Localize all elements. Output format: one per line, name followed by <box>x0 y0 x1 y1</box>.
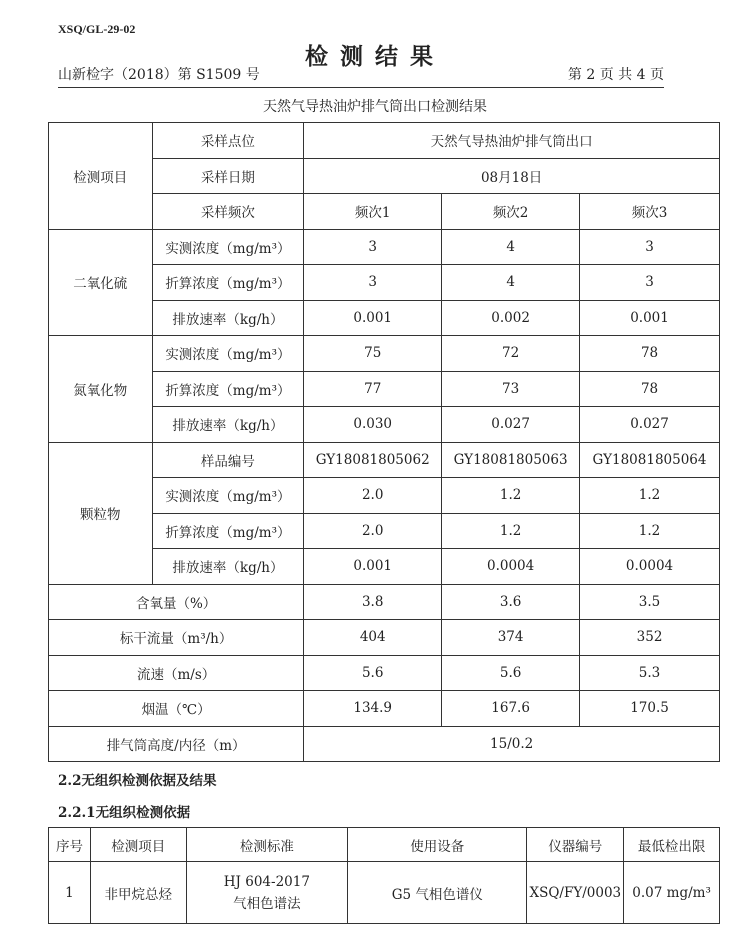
row-label-cell: 折算浓度（mg/m³） <box>152 265 304 301</box>
item-cell: 非甲烷总烃 <box>90 862 186 924</box>
value-cell: 0.001 <box>304 549 442 585</box>
page-info: 第 2 页 共 4 页 <box>567 67 664 83</box>
table-row <box>49 336 720 372</box>
location-value-cell: 天然气导热油炉排气筒出口 <box>304 123 720 159</box>
reference-line <box>58 66 664 88</box>
table-caption: 天然气导热油炉排气筒出口检测结果 <box>263 99 487 115</box>
row-label-cell: 实测浓度（mg/m³） <box>152 336 304 372</box>
basis-table <box>48 827 720 924</box>
value-cell: 5.6 <box>442 655 580 691</box>
value-cell: 15/0.2 <box>304 726 720 762</box>
value-cell: 0.0004 <box>442 549 580 585</box>
value-cell: 1.2 <box>580 478 720 514</box>
column-header: 检测标准 <box>186 828 348 862</box>
detection-limit-cell: 0.07 mg/m³ <box>624 862 720 924</box>
document-code: XSQ/GL-29-02 <box>58 22 136 36</box>
value-cell: GY18081805063 <box>442 442 580 478</box>
column-header: 检测项目 <box>90 828 186 862</box>
table-row <box>49 862 720 924</box>
date-value-cell: 08月18日 <box>304 158 720 194</box>
value-cell: 72 <box>442 336 580 372</box>
row-label-cell: 排放速率（kg/h） <box>152 549 304 585</box>
row-label-cell: 排气筒高度/内径（m） <box>49 726 304 762</box>
row-label-cell: 实测浓度（mg/m³） <box>152 478 304 514</box>
section-heading: 2.2无组织检测依据及结果 <box>58 773 217 789</box>
value-cell: 1.2 <box>442 478 580 514</box>
standard-method: 气相色谱法 <box>233 895 301 912</box>
value-cell: 0.0004 <box>580 549 720 585</box>
table-row <box>49 620 720 656</box>
row-label-cell: 含氧量（%） <box>49 584 304 620</box>
item-label-cell: 检测项目 <box>49 123 153 230</box>
table-row <box>49 655 720 691</box>
standard-code: HJ 604-2017 <box>223 873 310 890</box>
value-cell: 1.2 <box>580 513 720 549</box>
row-label-cell: 烟温（℃） <box>49 691 304 727</box>
value-cell: 2.0 <box>304 513 442 549</box>
value-cell: 5.6 <box>304 655 442 691</box>
freq-label-cell: 采样频次 <box>152 194 304 230</box>
value-cell: 0.030 <box>304 407 442 443</box>
standard-cell <box>186 862 348 924</box>
row-label-cell: 实测浓度（mg/m³） <box>152 229 304 265</box>
value-cell: 352 <box>580 620 720 656</box>
value-cell: 78 <box>580 371 720 407</box>
value-cell: 4 <box>442 229 580 265</box>
value-cell: 404 <box>304 620 442 656</box>
location-label-cell: 采样点位 <box>152 123 304 159</box>
value-cell: 73 <box>442 371 580 407</box>
value-cell: 78 <box>580 336 720 372</box>
instrument-number-cell: XSQ/FY/0003 <box>527 862 624 924</box>
equipment-cell: G5 气相色谱仪 <box>348 862 527 924</box>
value-cell: 77 <box>304 371 442 407</box>
freq-cell: 频次3 <box>580 194 720 230</box>
value-cell: 4 <box>442 265 580 301</box>
value-cell: 3 <box>580 229 720 265</box>
value-cell: 3.8 <box>304 584 442 620</box>
value-cell: 170.5 <box>580 691 720 727</box>
value-cell: 3.6 <box>442 584 580 620</box>
row-label-cell: 流速（m/s） <box>49 655 304 691</box>
value-cell: 3.5 <box>580 584 720 620</box>
table-row <box>49 229 720 265</box>
value-cell: 0.027 <box>580 407 720 443</box>
value-cell: 0.001 <box>304 300 442 336</box>
column-header: 使用设备 <box>348 828 527 862</box>
table-row <box>49 442 720 478</box>
row-label-cell: 折算浓度（mg/m³） <box>152 513 304 549</box>
row-label-cell: 折算浓度（mg/m³） <box>152 371 304 407</box>
subsection-heading: 2.2.1无组织检测依据 <box>58 805 191 821</box>
table-row <box>49 726 720 762</box>
value-cell: 134.9 <box>304 691 442 727</box>
value-cell: 0.001 <box>580 300 720 336</box>
page-title: 检测结果 <box>305 44 445 70</box>
row-number-cell: 1 <box>49 862 91 924</box>
value-cell: 3 <box>304 265 442 301</box>
freq-cell: 频次1 <box>304 194 442 230</box>
value-cell: GY18081805062 <box>304 442 442 478</box>
value-cell: 2.0 <box>304 478 442 514</box>
value-cell: 75 <box>304 336 442 372</box>
table-row <box>49 584 720 620</box>
row-label-cell: 排放速率（kg/h） <box>152 407 304 443</box>
value-cell: 0.027 <box>442 407 580 443</box>
group-name-cell: 氮氧化物 <box>49 336 153 443</box>
table-row <box>49 691 720 727</box>
row-label-cell: 排放速率（kg/h） <box>152 300 304 336</box>
group-name-cell: 二氧化硫 <box>49 229 153 336</box>
value-cell: 3 <box>580 265 720 301</box>
value-cell: 167.6 <box>442 691 580 727</box>
value-cell: 5.3 <box>580 655 720 691</box>
value-cell: 0.002 <box>442 300 580 336</box>
freq-cell: 频次2 <box>442 194 580 230</box>
row-label-cell: 标干流量（m³/h） <box>49 620 304 656</box>
date-label-cell: 采样日期 <box>152 158 304 194</box>
group-name-cell: 颗粒物 <box>49 442 153 584</box>
column-header: 仪器编号 <box>527 828 624 862</box>
column-header: 序号 <box>49 828 91 862</box>
column-header: 最低检出限 <box>624 828 720 862</box>
table-header-row <box>49 828 720 862</box>
value-cell: 3 <box>304 229 442 265</box>
value-cell: 1.2 <box>442 513 580 549</box>
table-row <box>49 123 720 159</box>
value-cell: 374 <box>442 620 580 656</box>
value-cell: GY18081805064 <box>580 442 720 478</box>
results-table <box>48 122 720 762</box>
reference-number: 山新检字（2018）第 S1509 号 <box>58 67 260 83</box>
row-label-cell: 样品编号 <box>152 442 304 478</box>
